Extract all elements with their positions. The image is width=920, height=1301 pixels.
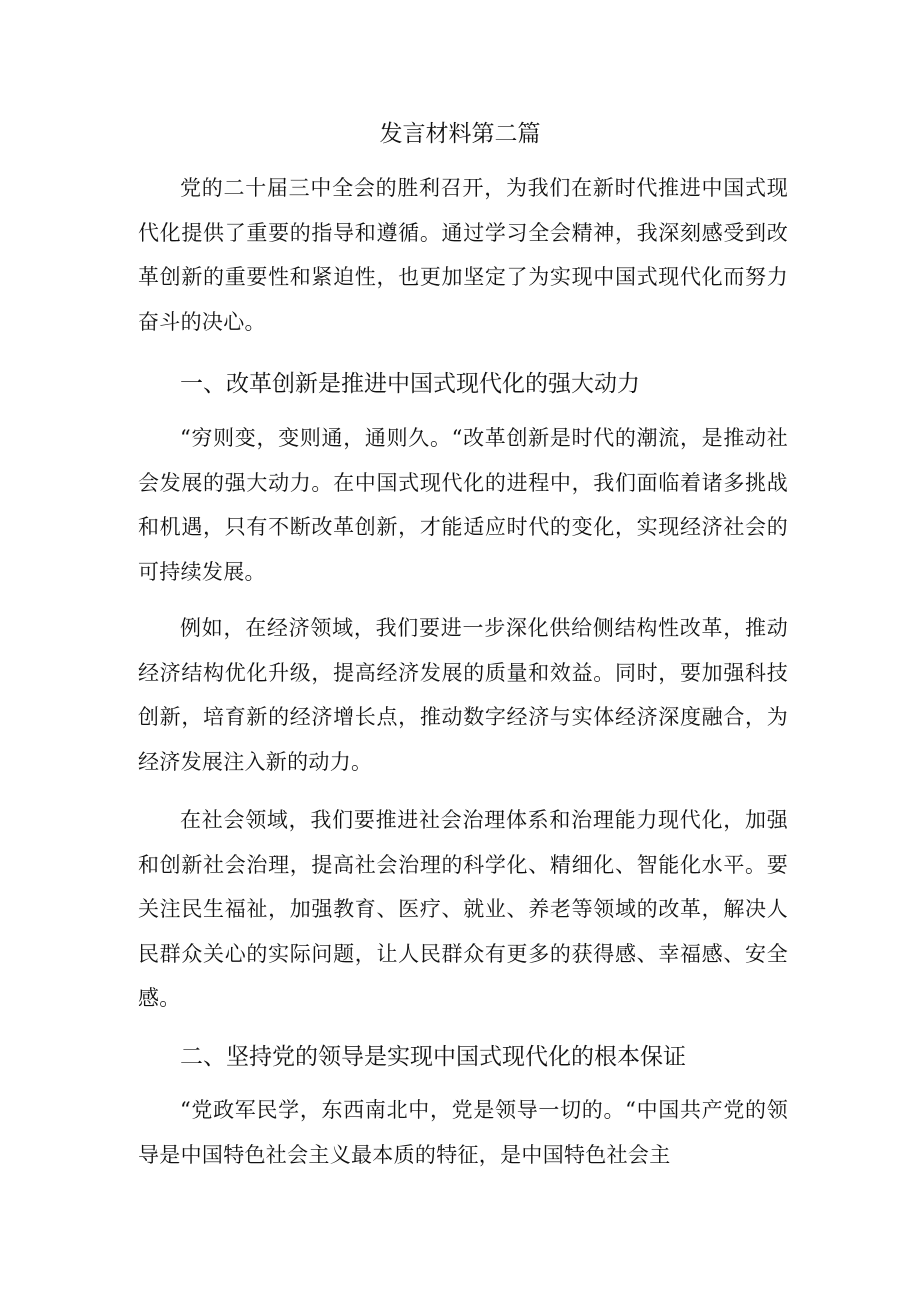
section-2-paragraph-1: “党政军民学，东西南北中，党是领导一切的。“中国共产党的领导是中国特色社会主义最本质的特征，是中国特色社会主 xyxy=(138,1098,788,1167)
section-1-paragraph-1: “穷则变，变则通，通则久。“改革创新是时代的潮流，是推动社会发展的强大动力。在中国式现代化的进程中，我们面临着诸多挑战和机遇，只有不断改革创新，才能适应时代的变化，实现经济社会的可持续发展。 xyxy=(138,426,788,584)
intro-paragraph: 党的二十届三中全会的胜利召开，为我们在新时代推进中国式现代化提供了重要的指导和遵循。通过学习全会精神，我深刻感受到改革创新的重要性和紧迫性，也更加坚定了为实现中国式现代化而努力奋斗的决心。 xyxy=(138,176,788,334)
section-2-heading: 二、坚持党的领导是实现中国式现代化的根本保证 xyxy=(180,1044,686,1070)
section-1-paragraph-3: 在社会领域，我们要推进社会治理体系和治理能力现代化，加强和创新社会治理，提高社会治理的科学化、精细化、智能化水平。要关注民生福祉，加强教育、医疗、就业、养老等领域的改革，解决人民群众关心的实际问题，让人民群众有更多的获得感、幸福感、安全感。 xyxy=(138,808,788,1010)
section-1-paragraph-2: 例如，在经济领域，我们要进一步深化供给侧结构性改革，推动经济结构优化升级，提高经济发展的质量和效益。同时，要加强科技创新，培育新的经济增长点，推动数字经济与实体经济深度融合，为经济发展注入新的动力。 xyxy=(138,616,788,774)
document-title: 发言材料第二篇 xyxy=(379,121,541,147)
section-1-heading: 一、改革创新是推进中国式现代化的强大动力 xyxy=(180,371,640,397)
